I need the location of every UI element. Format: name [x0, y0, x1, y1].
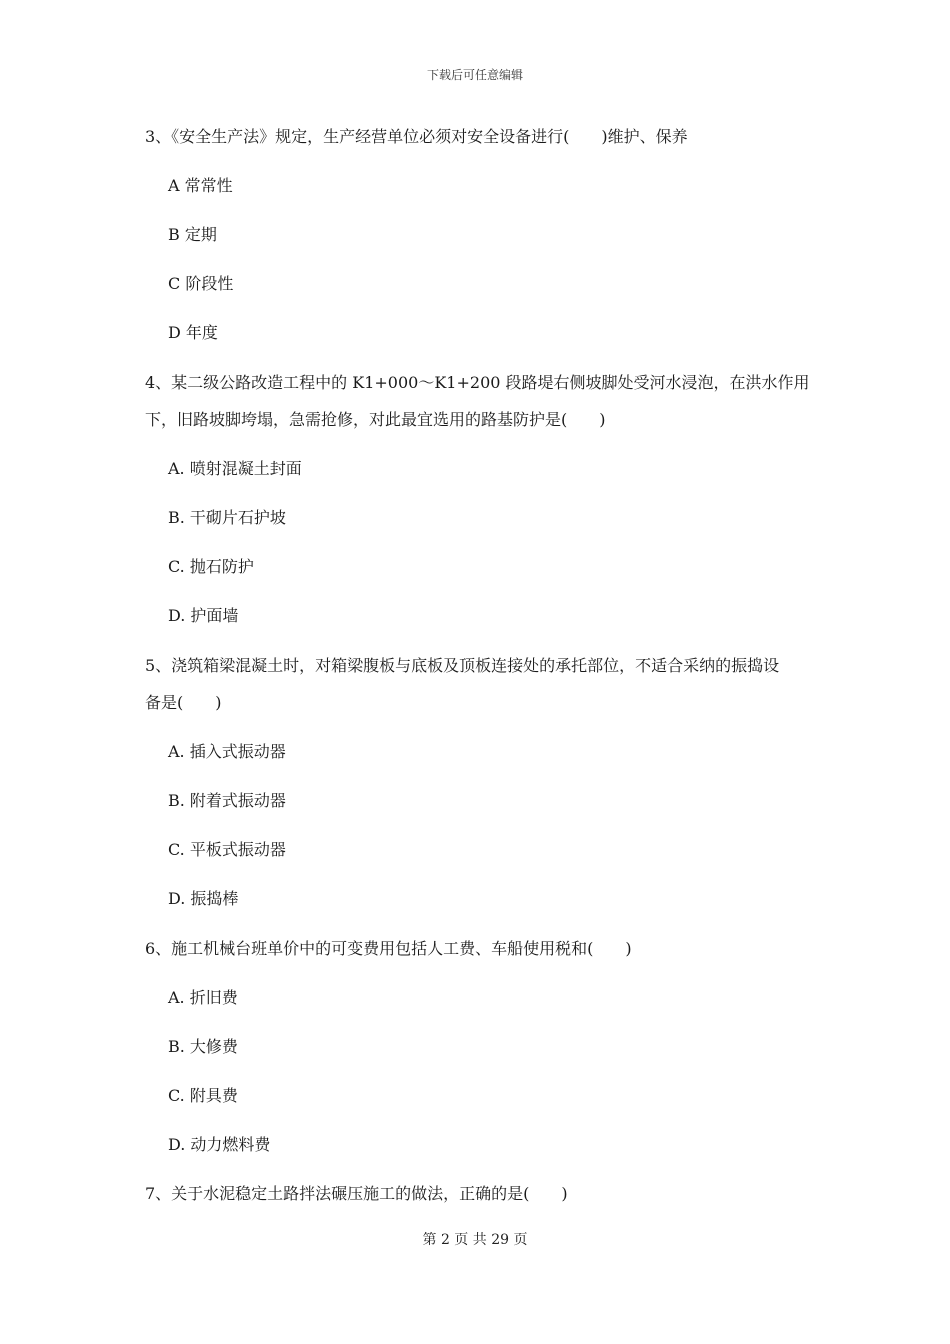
page-header: 下载后可任意编辑 — [426, 68, 523, 82]
question-6-option-c: C. 附具费 — [168, 1086, 238, 1105]
question-4-text-line-1: 4、某二级公路改造工程中的 K1+000～K1+200 段路堤右侧坡脚处受河水浸泡，在洪水作用 — [145, 373, 810, 392]
question-4-option-d: D. 护面墙 — [168, 606, 239, 625]
question-7-text: 7、关于水泥稳定土路拌法碾压施工的做法，正确的是( ) — [145, 1184, 568, 1203]
question-4-text-line-2: 下，旧路坡脚垮塌，急需抢修，对此最宜选用的路基防护是( ) — [145, 410, 606, 429]
question-5-option-b: B. 附着式振动器 — [168, 791, 286, 810]
question-3-text: 3、《安全生产法》规定，生产经营单位必须对安全设备进行( )维护、保养 — [145, 127, 688, 146]
question-4-option-c: C. 抛石防护 — [168, 557, 254, 576]
question-5-option-a: A. 插入式振动器 — [168, 742, 286, 761]
page-footer: 第 2 页 共 29 页 — [422, 1232, 528, 1248]
question-6-option-d: D. 动力燃料费 — [168, 1135, 271, 1154]
question-4-option-a: A. 喷射混凝土封面 — [168, 459, 302, 478]
question-5-option-d: D. 振捣棒 — [168, 889, 239, 908]
question-3-option-b: B 定期 — [168, 225, 217, 244]
question-5-option-c: C. 平板式振动器 — [168, 840, 286, 859]
question-3-option-d: D 年度 — [168, 323, 218, 342]
question-4-option-b: B. 干砌片石护坡 — [168, 508, 286, 527]
question-6-option-b: B. 大修费 — [168, 1037, 238, 1056]
question-6-option-a: A. 折旧费 — [168, 988, 238, 1007]
question-6-text: 6、施工机械台班单价中的可变费用包括人工费、车船使用税和( ) — [145, 939, 632, 958]
question-3-option-a: A 常常性 — [168, 176, 233, 195]
question-5-text-line-1: 5、浇筑箱梁混凝土时，对箱梁腹板与底板及顶板连接处的承托部位，不适合采纳的振捣设 — [145, 656, 780, 675]
question-3-option-c: C 阶段性 — [168, 274, 234, 293]
question-5-text-line-2: 备是( ) — [145, 693, 222, 712]
